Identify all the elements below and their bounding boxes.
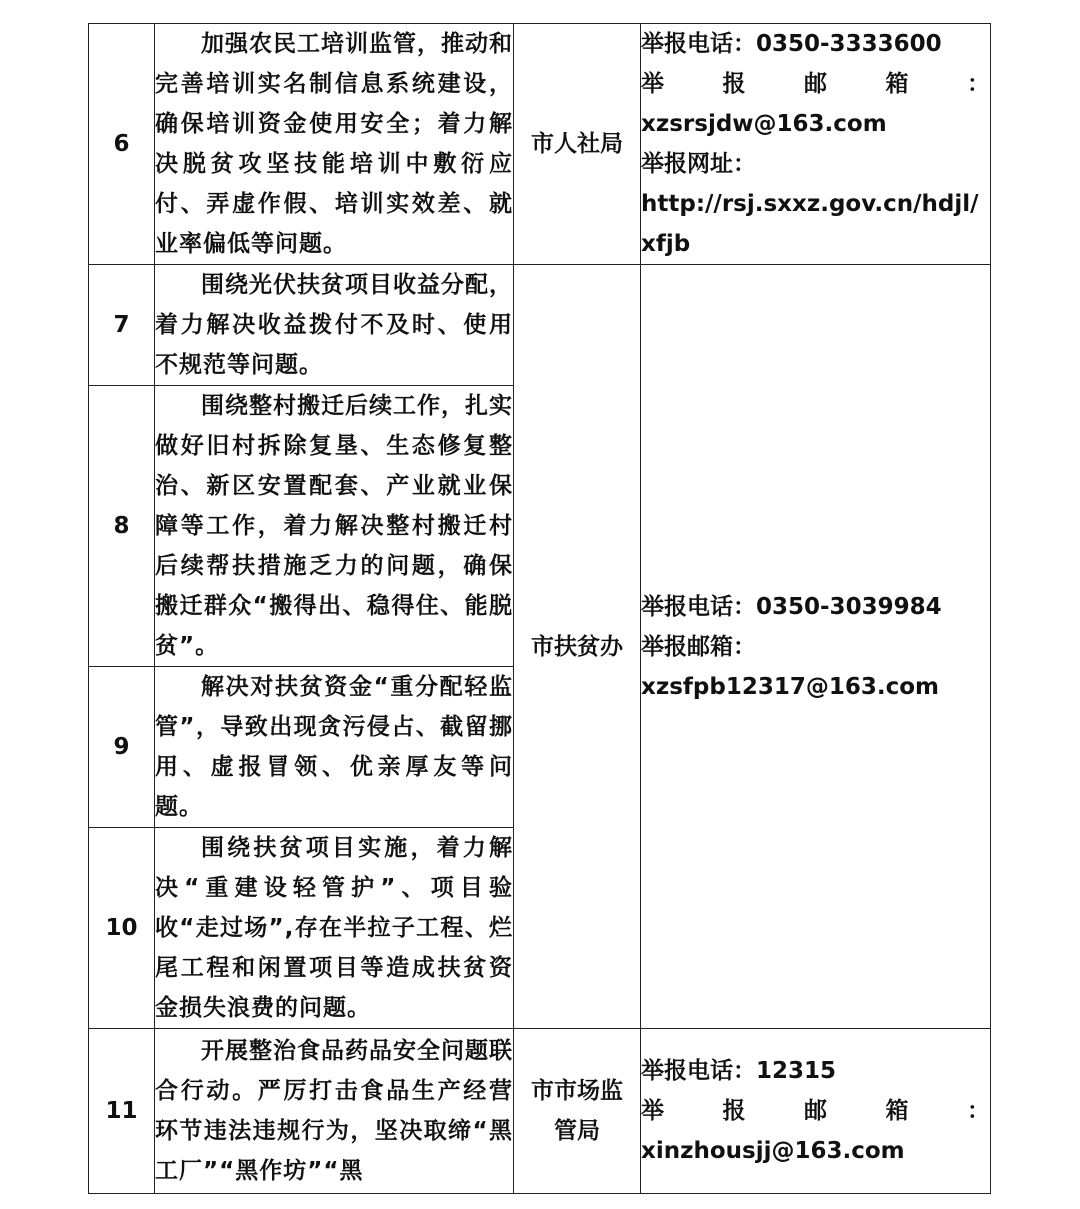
issue-description (155, 386, 514, 667)
issue-text: 围绕光伏扶贫项目收益分配，着力解决收益拨付不及时、使用不规范等问题。 (155, 272, 513, 378)
report-contact (641, 1029, 991, 1194)
issue-description (155, 1029, 514, 1194)
report-email-label: 举 报 邮 箱 ： (641, 71, 990, 97)
report-contact (641, 24, 991, 265)
report-email[interactable]: xzsfpb12317@163.com (641, 673, 940, 700)
issue-text: 围绕整村搬迁后续工作，扎实做好旧村拆除复垦、生态修复整治、新区安置配套、产业就业保障等工作，着力解决整村搬迁村后续帮扶措施乏力的问题，确保搬迁群众“搬得出、稳得住、能脱贫”。 (155, 393, 513, 659)
issue-description (155, 24, 514, 265)
department (514, 1029, 641, 1194)
department-line: 管局 (554, 1118, 600, 1144)
table-row (89, 1029, 991, 1194)
report-phone: 举报电话：0350-3039984 (641, 593, 942, 620)
issue-description (155, 667, 514, 828)
issue-text: 开展整治食品药品安全问题联合行动。严厉打击食品生产经营环节违法违规行为，坚决取缔“黑工厂”“黑作坊”“黑 (155, 1038, 513, 1184)
report-email[interactable]: xzsrsjdw@163.com (641, 111, 887, 137)
issue-description (155, 828, 514, 1029)
row-number: 9 (89, 667, 155, 828)
report-phone: 举报电话：0350-3333600 (641, 31, 942, 57)
row-number: 7 (89, 265, 155, 386)
issue-text: 加强农民工培训监管，推动和完善培训实名制信息系统建设，确保培训资金使用安全；着力解决脱贫攻坚技能培训中敷衍应付、弄虚作假、培训实效差、就业率偏低等问题。 (155, 31, 513, 257)
department: 市扶贫办 (514, 265, 641, 1029)
row-number: 10 (89, 828, 155, 1029)
table-row (89, 265, 991, 386)
department-line: 市市场监 (531, 1078, 623, 1104)
department: 市人社局 (514, 24, 641, 265)
table-row (89, 24, 991, 265)
report-email-label: 举 报 邮 箱 ： (641, 1098, 990, 1124)
issue-text: 解决对扶贫资金“重分配轻监管”，导致出现贪污侵占、截留挪用、虚报冒领、优亲厚友等问题。 (155, 674, 513, 820)
report-website-label: 举报网址： (641, 151, 756, 177)
row-number: 11 (89, 1029, 155, 1194)
report-email-label: 举报邮箱： (641, 633, 756, 660)
issue-description (155, 265, 514, 386)
report-phone: 举报电话：12315 (641, 1058, 837, 1084)
report-contact (641, 265, 991, 1029)
report-email[interactable]: xinzhousjj@163.com (641, 1138, 905, 1164)
issue-text: 围绕扶贫项目实施，着力解决“重建设轻管护”、项目验收“走过场”,存在半拉子工程、烂尾工程和闲置项目等造成扶贫资金损失浪费的问题。 (155, 835, 513, 1021)
report-table (88, 23, 991, 1194)
row-number: 8 (89, 386, 155, 667)
report-website[interactable]: http://rsj.sxxz.gov.cn/hdjl/xfjb (641, 191, 979, 257)
row-number: 6 (89, 24, 155, 265)
